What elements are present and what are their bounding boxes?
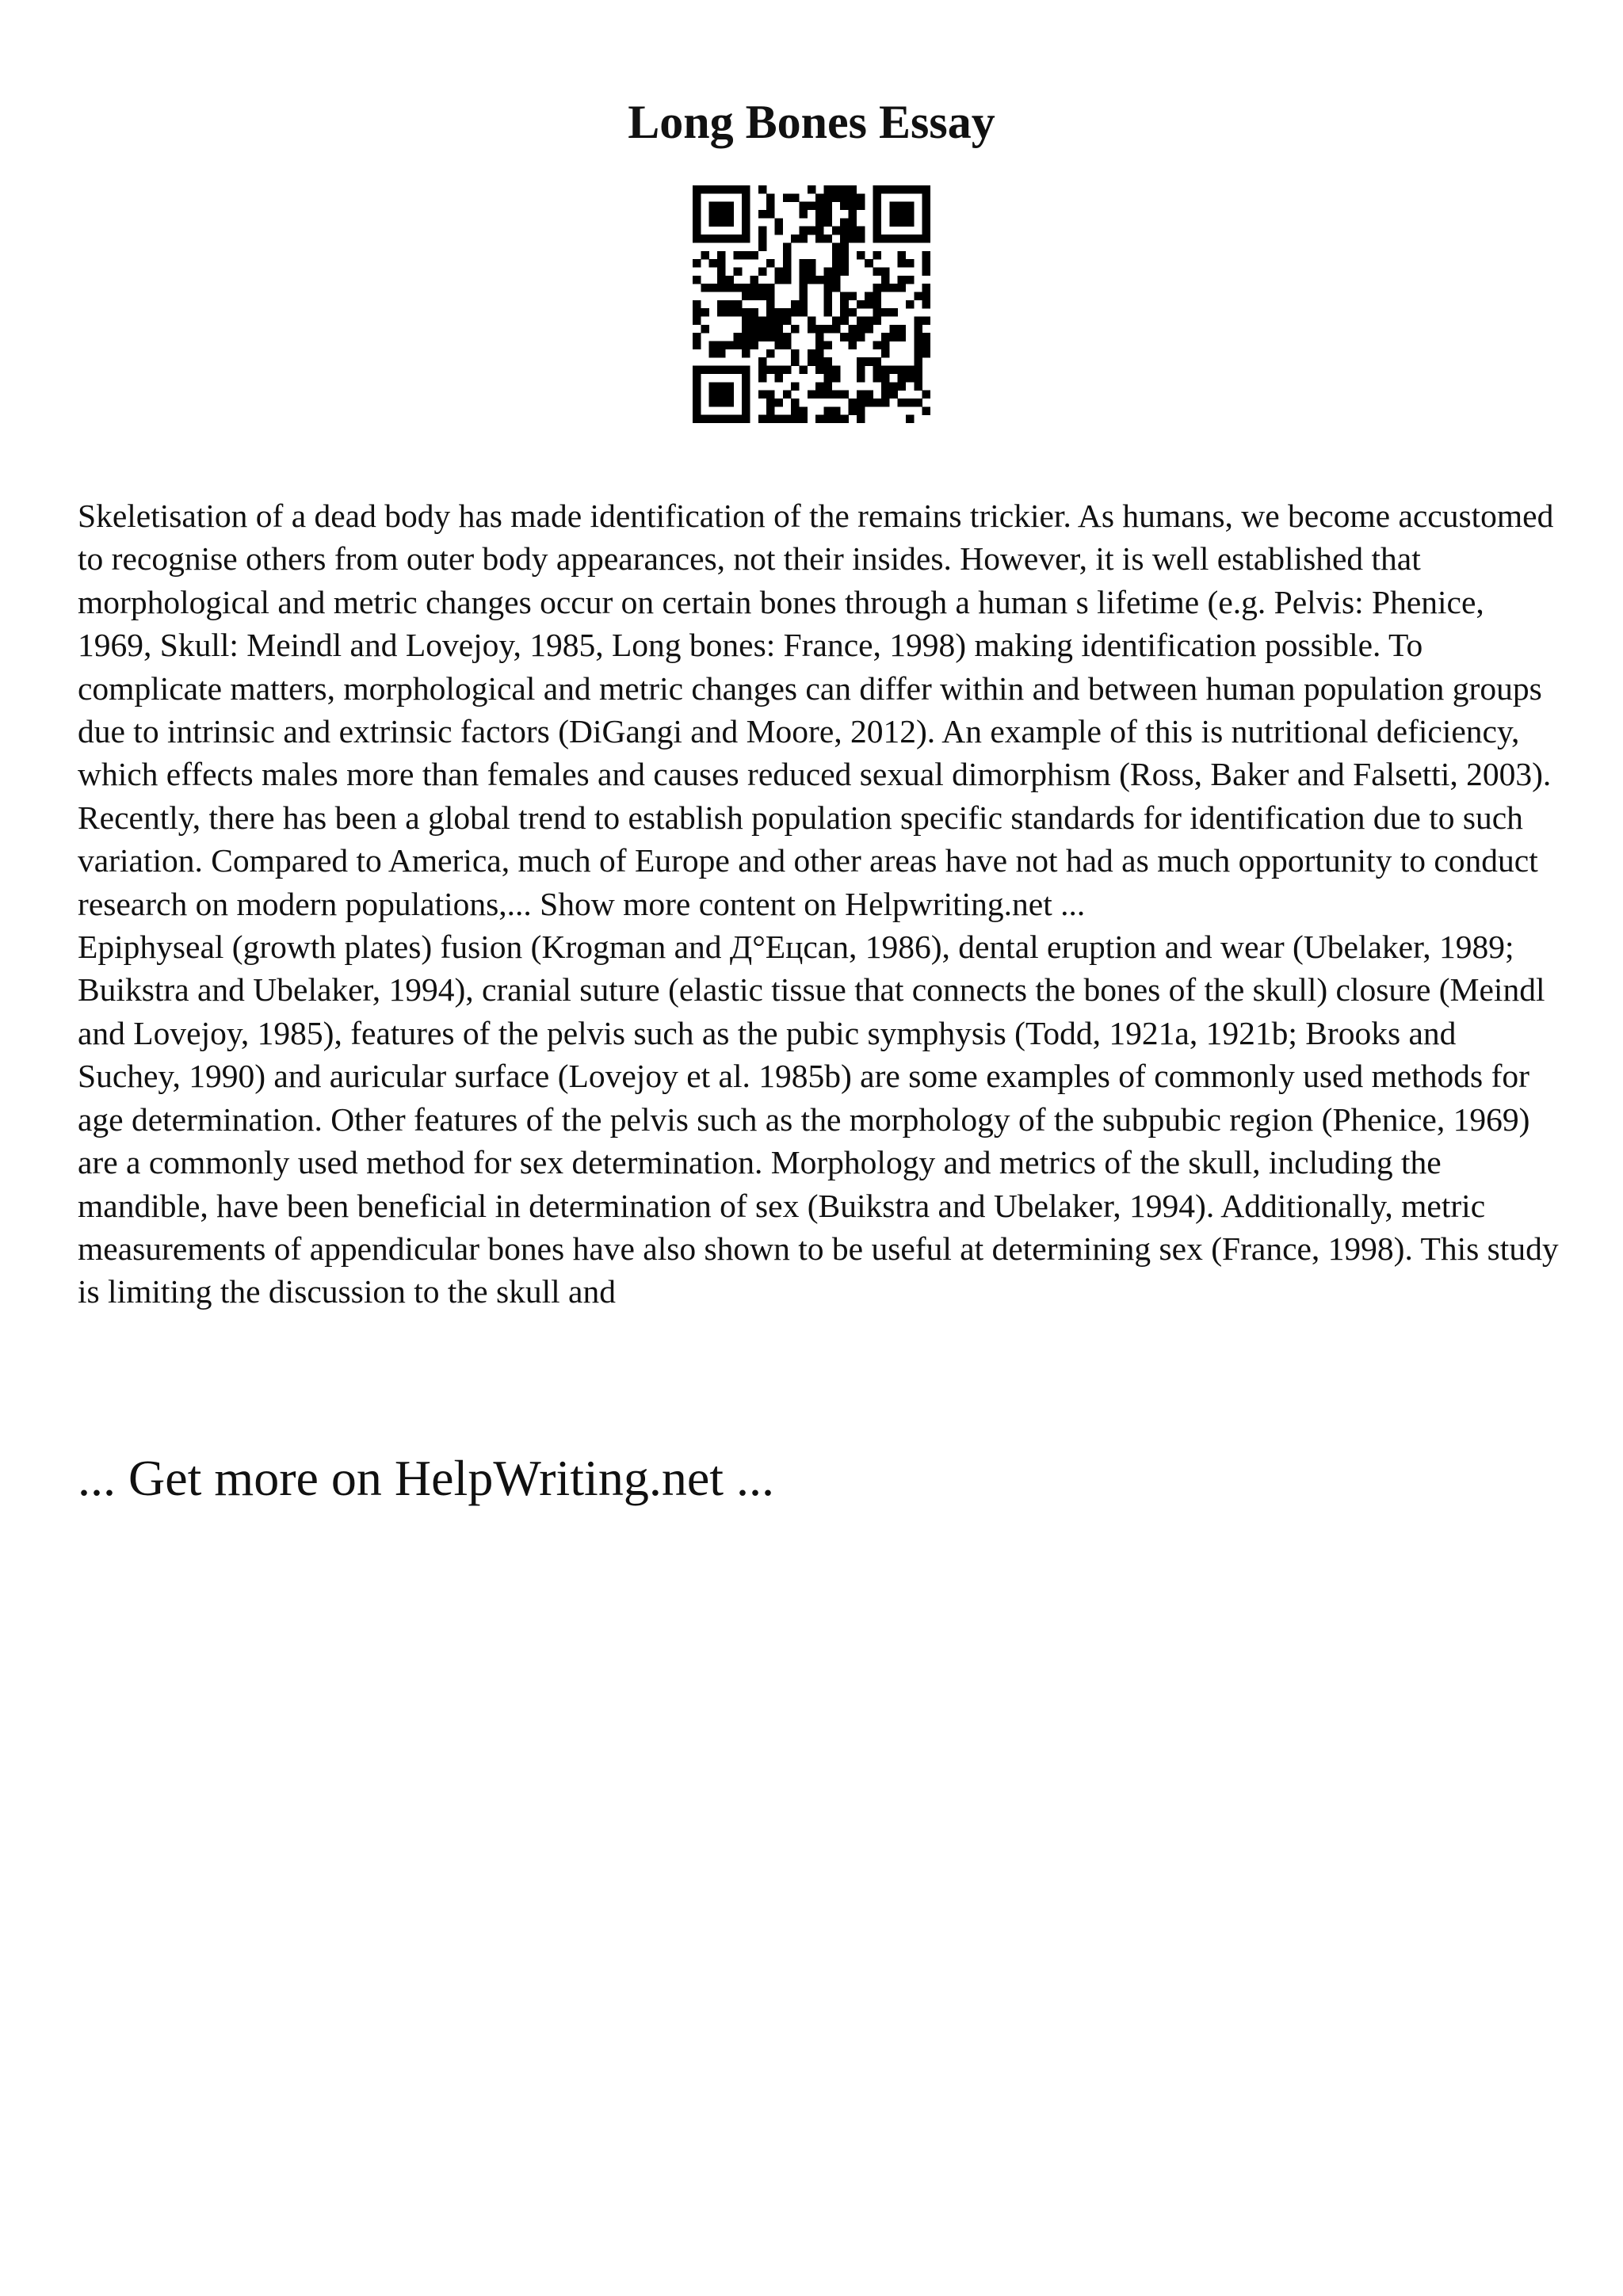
essay-paragraph: Skeletisation of a dead body has made identification of the remains trickier. As humans, we become accustomed to recognise others from outer body appearances, not their insides. However, it is well established that morphological and metric changes occur on certain bones through a human s lifetime (e.g. Pelvis: Phenice, 1969, Skull: Meindl and Lovejoy, 1985, Long bones: France, 1998) making identification possible. To complicate matters, morphological and metric changes can differ within and between human population groups due to intrinsic and extrinsic factors (DiGangi and Moore, 2012). An example of this is nutritional deficiency, which effects males more than females and causes reduced sexual dimorphism (Ross, Baker and Falsetti, 2003). Recently, there has been a global trend to establish population specific standards for identification due to such variation. Compared to America, much of Europe and other areas have not had as much opportunity to conduct research on modern populations,... Show more content on Helpwriting.net ...: [78, 498, 1554, 922]
get-more-link[interactable]: ... Get more on HelpWriting.net ...: [78, 1450, 774, 1506]
essay-paragraph: Epiphyseal (growth plates) fusion (Krogman and Д°Eцcan, 1986), dental eruption and wear (Ubelaker, 1989; Buikstra and Ubelaker, 1994), cranial suture (elastic tissue that connects the bones of the skull) closure (Meindl and Lovejoy, 1985), features of the pelvis such as the pubic symphysis (Todd, 1921a, 1921b; Brooks and Suchey, 1990) and auricular surface (Lovejoy et al. 1985b) are some examples of commonly used methods for age determination. Other features of the pelvis such as the morphology of the subpubic region (Phenice, 1969) are a commonly used method for sex determination. Morphology and metrics of the skull, including the mandible, have been beneficial in determination of sex (Buikstra and Ubelaker, 1994). Additionally, metric measurements of appendicular bones have also shown to be useful at determining sex (France, 1998). This study is limiting the discussion to the skull and: [78, 929, 1559, 1310]
qr-code-icon: [693, 185, 930, 423]
page-title: Long Bones Essay: [628, 96, 995, 148]
essay-body: [78, 494, 1561, 1314]
